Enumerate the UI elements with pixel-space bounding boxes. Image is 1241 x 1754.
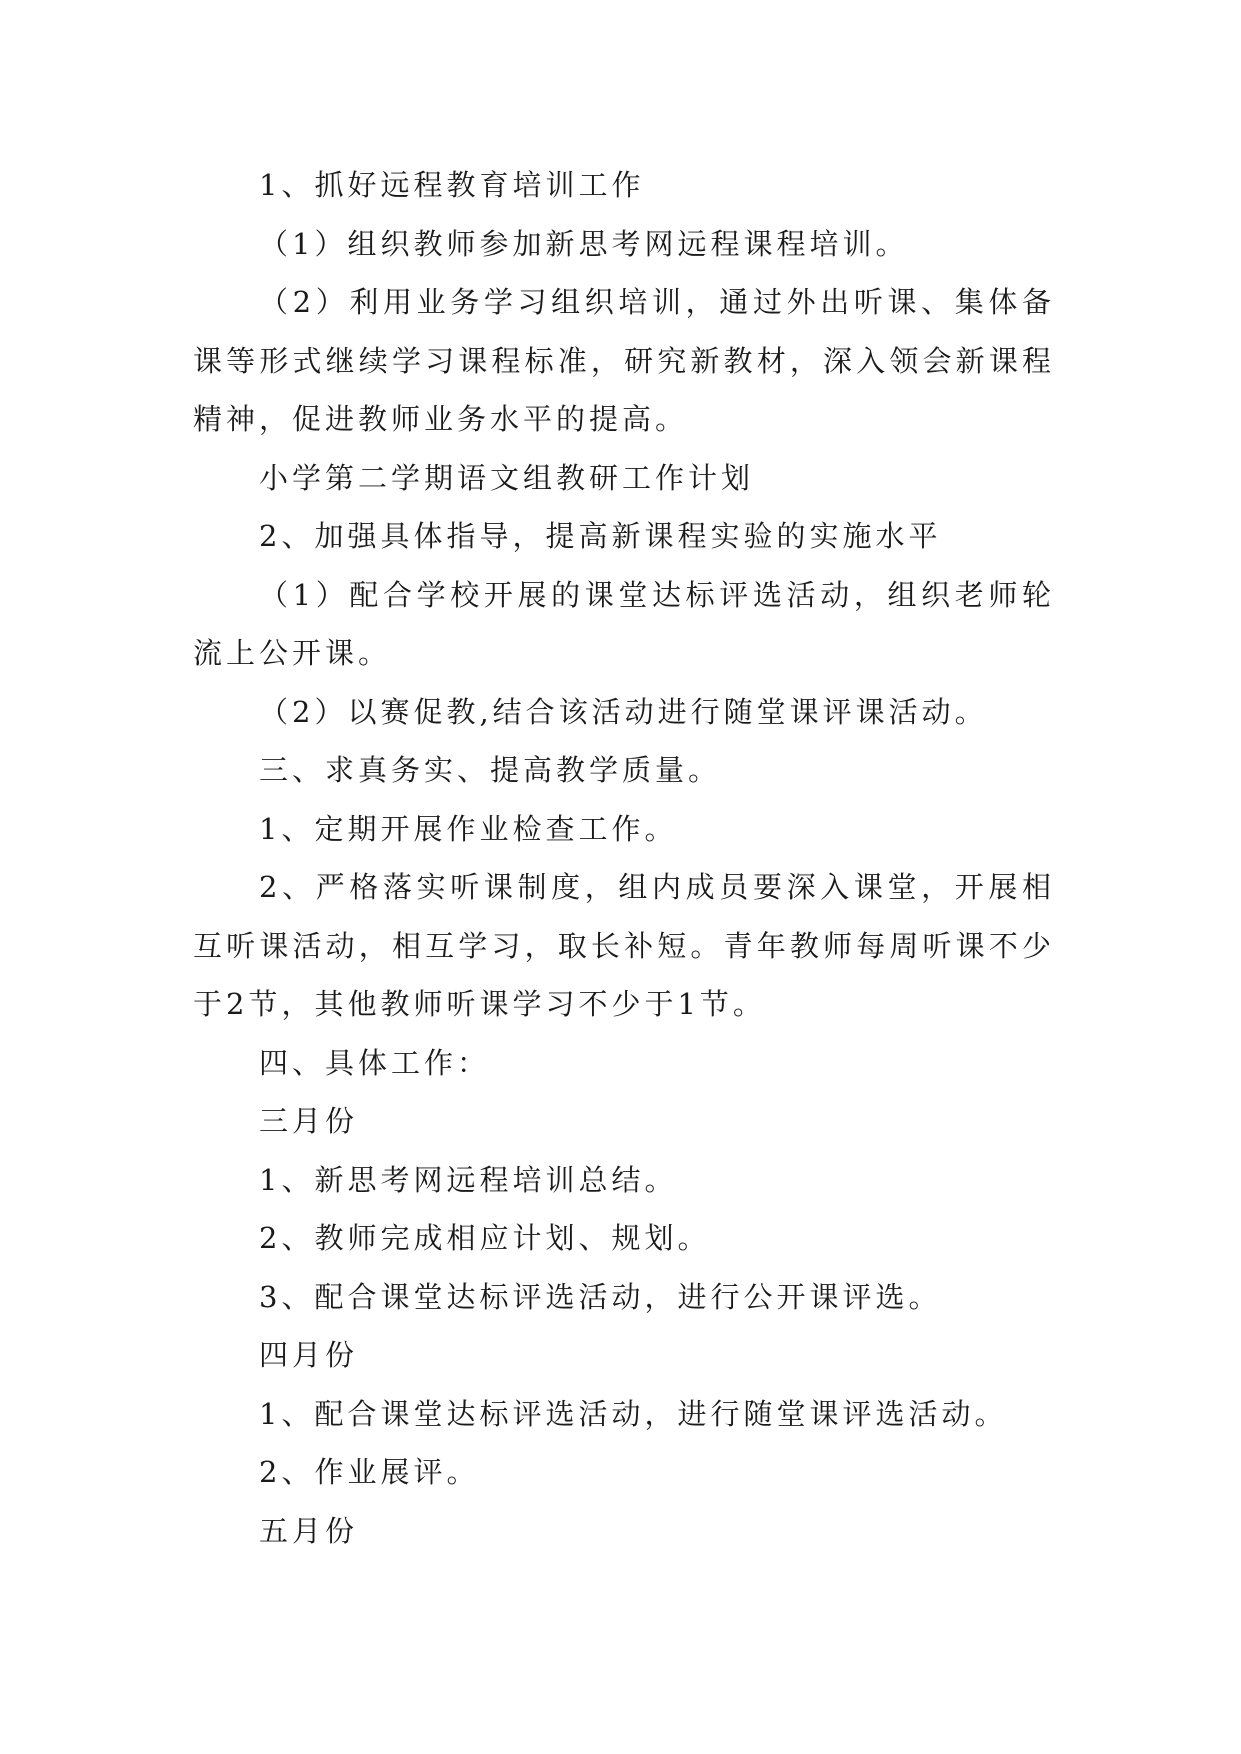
list-subitem-guidance-2: （2）以赛促教,结合该活动进行随堂课评课活动。 bbox=[259, 694, 988, 729]
month-heading-may: 五月份 bbox=[259, 1513, 359, 1548]
plan-title-line: 小学第二学期语文组教研工作计划 bbox=[259, 460, 755, 495]
list-item-april-1: 1、配合课堂达标评选活动，进行随堂课评选活动。 bbox=[259, 1396, 1008, 1431]
section-heading-specific-work: 四、具体工作： bbox=[259, 1045, 491, 1080]
list-subitem-guidance-1: （1）配合学校开展的课堂达标评选活动，组织老师轮流上公开课。 bbox=[193, 577, 1055, 670]
document-body bbox=[193, 156, 1055, 1560]
list-subitem-training-2: （2）利用业务学习组织培训，通过外出听课、集体备课等形式继续学习课程标准，研究新教材，深入领会新课程精神，促进教师业务水平的提高。 bbox=[193, 285, 1055, 436]
month-heading-april: 四月份 bbox=[259, 1338, 359, 1372]
section-heading-quality: 三、求真务实、提高教学质量。 bbox=[259, 753, 722, 787]
list-subitem-training-1: （1）组织教师参加新思考网远程课程培训。 bbox=[259, 226, 909, 261]
list-item-march-1: 1、新思考网远程培训总结。 bbox=[259, 1162, 678, 1197]
list-item-homework-check: 1、定期开展作业检查工作。 bbox=[259, 811, 678, 846]
list-item-remote-training: 1、抓好远程教育培训工作 bbox=[259, 168, 645, 202]
list-item-march-2: 2、教师完成相应计划、规划。 bbox=[259, 1221, 711, 1255]
list-item-lesson-observation: 2、严格落实听课制度，组内成员要深入课堂，开展相互听课活动，相互学习，取长补短。青年教师每周听课不少于2节，其他教师听课学习不少于1节。 bbox=[193, 870, 1055, 1021]
list-item-guidance: 2、加强具体指导，提高新课程实验的实施水平 bbox=[259, 519, 942, 553]
month-heading-march: 三月份 bbox=[259, 1104, 359, 1138]
list-item-april-2: 2、作业展评。 bbox=[259, 1455, 480, 1489]
list-item-march-3: 3、配合课堂达标评选活动，进行公开课评选。 bbox=[259, 1279, 942, 1314]
